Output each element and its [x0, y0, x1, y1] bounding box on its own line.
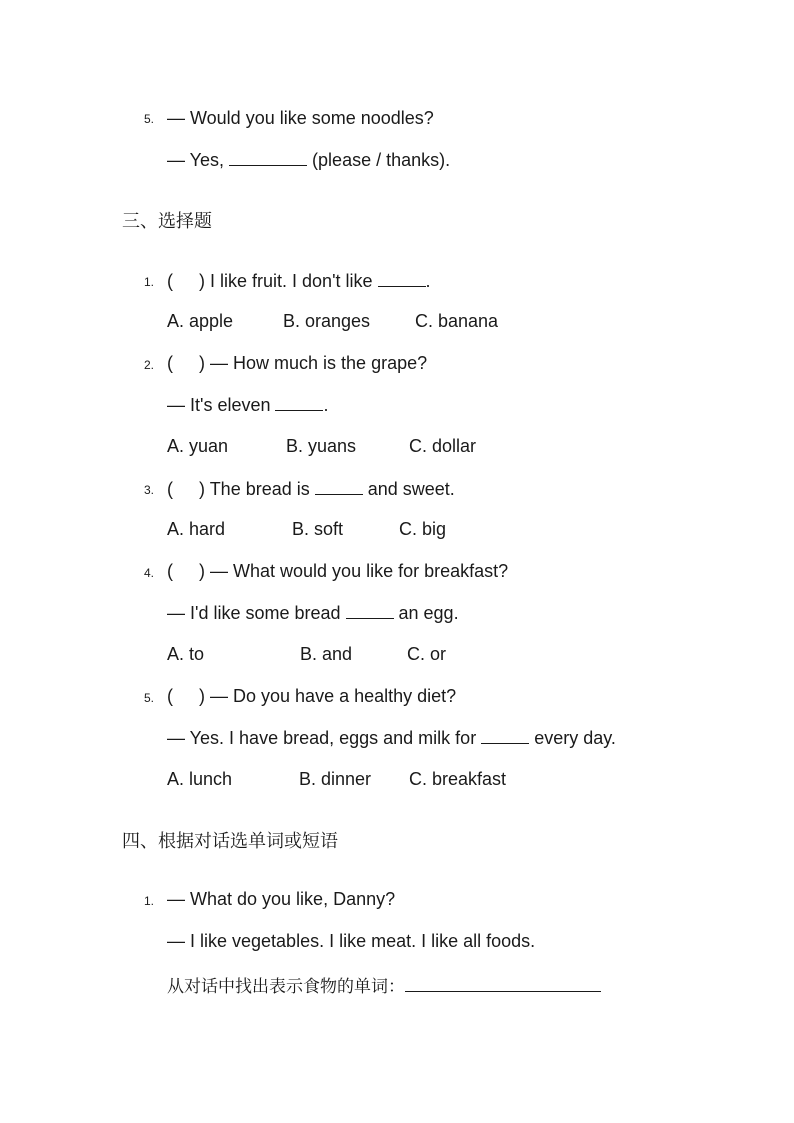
question-line — [167, 478, 455, 500]
answer-prefix: — Yes. I have bread, eggs and milk for — [167, 728, 482, 748]
question-stem: I like fruit. I don't like — [210, 271, 378, 291]
section-heading: 三、选择题 — [122, 211, 212, 232]
paren-open: ( — [167, 271, 173, 291]
question-stem: The bread is — [209, 479, 315, 499]
question-number: 4. — [144, 566, 155, 580]
fill-blank[interactable] — [346, 602, 394, 619]
paren-close: ) — [199, 561, 205, 581]
fill-blank[interactable] — [275, 394, 323, 411]
answer-line — [167, 394, 329, 416]
fill-blank[interactable] — [405, 975, 601, 992]
question-stem-end: . — [425, 271, 431, 291]
fill-blank[interactable] — [481, 727, 529, 744]
question-number: 3. — [144, 483, 155, 497]
prompt-line — [167, 972, 601, 997]
option-b: B. oranges — [283, 311, 371, 331]
section-heading: 四、根据对话选单词或短语 — [122, 831, 338, 852]
answer-line: — I like vegetables. I like meat. I like all foods. — [167, 931, 536, 951]
paren-open: ( — [167, 353, 173, 373]
option-b: B. dinner — [299, 769, 372, 789]
question-stem: — How much is the grape? — [210, 353, 428, 373]
question-stem-end: and sweet. — [362, 479, 455, 499]
option-b: B. yuans — [286, 436, 357, 456]
question-line: — What do you like, Danny? — [167, 889, 396, 909]
option-c: C. or — [407, 644, 447, 664]
option-b: B. and — [300, 644, 353, 664]
fill-blank[interactable] — [229, 149, 307, 166]
answer-suffix: (please / thanks). — [307, 150, 451, 170]
option-a: A. apple — [167, 311, 234, 331]
answer-suffix: an egg. — [393, 603, 459, 623]
option-b: B. soft — [292, 519, 344, 539]
option-c: C. banana — [415, 311, 499, 331]
option-a: A. yuan — [167, 436, 229, 456]
question-stem: — Do you have a healthy diet? — [210, 686, 457, 706]
answer-line — [167, 602, 459, 624]
option-c: C. big — [399, 519, 447, 539]
question-line — [167, 353, 427, 374]
option-a: A. to — [167, 644, 205, 664]
paren-open: ( — [167, 479, 173, 499]
answer-line — [167, 149, 450, 171]
paren-close: ) — [199, 271, 205, 291]
option-a: A. hard — [167, 519, 226, 539]
answer-prefix: — It's eleven — [167, 395, 276, 415]
question-number: 1. — [144, 275, 155, 289]
paren-open: ( — [167, 686, 173, 706]
question-line — [167, 561, 508, 582]
answer-line — [167, 727, 616, 749]
option-c: C. dollar — [409, 436, 477, 456]
question-line: — Would you like some noodles? — [167, 108, 434, 128]
question-number: 5. — [144, 112, 155, 126]
answer-prefix: — I'd like some bread — [167, 603, 346, 623]
paren-open: ( — [167, 561, 173, 581]
fill-blank[interactable] — [315, 478, 363, 495]
answer-suffix: every day. — [529, 728, 616, 748]
fill-blank[interactable] — [378, 270, 426, 287]
paren-close: ) — [199, 686, 205, 706]
question-line — [167, 270, 431, 292]
answer-prefix: — Yes, — [167, 150, 230, 170]
prompt-text: 从对话中找出表示食物的单词： — [167, 977, 405, 997]
option-c: C. breakfast — [409, 769, 507, 789]
answer-suffix: . — [323, 395, 329, 415]
question-number: 1. — [144, 894, 155, 908]
question-number: 5. — [144, 691, 155, 705]
question-line — [167, 686, 456, 707]
paren-close: ) — [199, 353, 205, 373]
question-number: 2. — [144, 358, 155, 372]
option-a: A. lunch — [167, 769, 233, 789]
question-stem: — What would you like for breakfast? — [210, 561, 509, 581]
paren-close: ) — [199, 479, 205, 499]
